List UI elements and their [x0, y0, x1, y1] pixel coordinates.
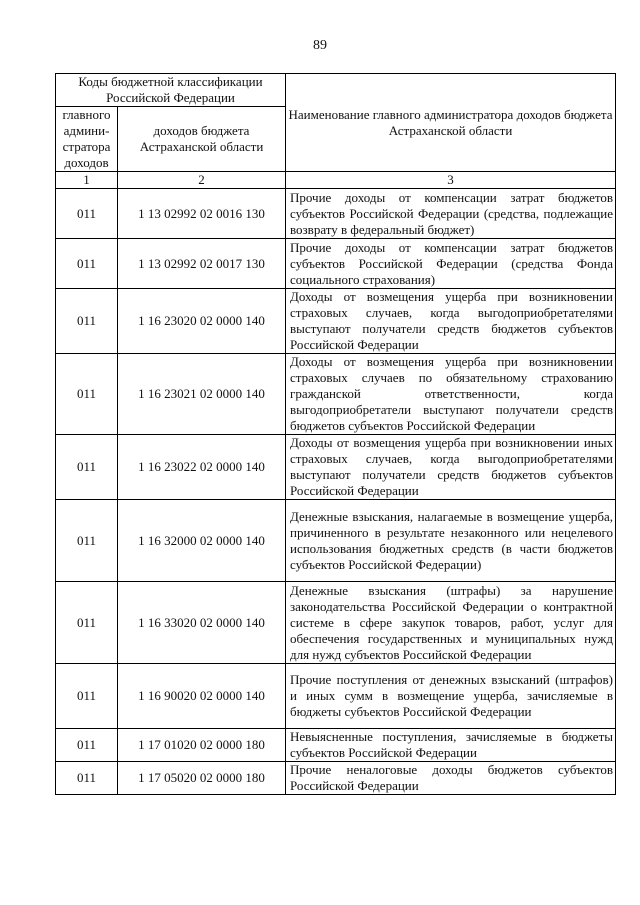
table-row — [56, 762, 616, 795]
budget-code-cell: 1 16 32000 02 0000 140 — [118, 500, 286, 582]
revenue-name-cell: Прочие поступления от денежных взысканий (штрафов) и иных сумм в возмещение ущерба, зачисляемые в бюджеты субъектов Российской Федерации — [286, 664, 616, 729]
budget-code-cell: 1 17 01020 02 0000 180 — [118, 729, 286, 762]
header-admin-column: главного админи-стратора доходов — [56, 107, 118, 172]
table-row — [56, 582, 616, 664]
table-row — [56, 664, 616, 729]
revenue-name-cell: Прочие доходы от компенсации затрат бюджетов субъектов Российской Федерации (средства, подлежащие возврату в федеральный бюджет) — [286, 189, 616, 239]
admin-code-cell: 011 — [56, 729, 118, 762]
revenue-name-cell: Невыясненные поступления, зачисляемые в бюджеты субъектов Российской Федерации — [286, 729, 616, 762]
revenue-name-cell: Денежные взыскания, налагаемые в возмещение ущерба, причиненного в результате незаконного или нецелевого использования бюджетных средств (в части бюджетов субъектов Российской Федерации) — [286, 500, 616, 582]
column-number-3: 3 — [286, 172, 616, 189]
budget-code-cell: 1 16 23022 02 0000 140 — [118, 435, 286, 500]
column-number-2: 2 — [118, 172, 286, 189]
admin-code-cell: 011 — [56, 664, 118, 729]
table-row — [56, 500, 616, 582]
admin-code-cell: 011 — [56, 354, 118, 435]
budget-code-cell: 1 16 23020 02 0000 140 — [118, 289, 286, 354]
header-income-column: доходов бюджета Астраханской области — [118, 107, 286, 172]
admin-code-cell: 011 — [56, 762, 118, 795]
column-number-1: 1 — [56, 172, 118, 189]
table-row — [56, 289, 616, 354]
table-row — [56, 729, 616, 762]
header-name-column: Наименование главного администратора доходов бюджета Астраханской области — [286, 74, 616, 172]
admin-code-cell: 011 — [56, 435, 118, 500]
revenue-name-cell: Доходы от возмещения ущерба при возникновении страховых случаев по обязательному страхованию гражданской ответственности, когда выгодоприобретатели выступают получатели средств бюджетов субъектов Российской Федерации — [286, 354, 616, 435]
revenue-name-cell: Доходы от возмещения ущерба при возникновении иных страховых случаев, когда выгодоприобретателями выступают получатели средств бюджетов субъектов Российской Федерации — [286, 435, 616, 500]
table-row — [56, 435, 616, 500]
admin-code-cell: 011 — [56, 289, 118, 354]
admin-code-cell: 011 — [56, 189, 118, 239]
budget-code-cell: 1 16 23021 02 0000 140 — [118, 354, 286, 435]
table-row — [56, 354, 616, 435]
budget-code-cell: 1 16 33020 02 0000 140 — [118, 582, 286, 664]
budget-code-cell: 1 17 05020 02 0000 180 — [118, 762, 286, 795]
table-row — [56, 189, 616, 239]
header-group-title: Коды бюджетной классификации Российской Федерации — [56, 74, 286, 107]
revenue-name-cell: Прочие неналоговые доходы бюджетов субъектов Российской Федерации — [286, 762, 616, 795]
revenue-name-cell: Денежные взыскания (штрафы) за нарушение законодательства Российской Федерации о контрактной системе в сфере закупок товаров, работ, услуг для обеспечения государственных и муниципальных нужд для нужд субъектов Российской Федерации — [286, 582, 616, 664]
admin-code-cell: 011 — [56, 582, 118, 664]
budget-code-cell: 1 13 02992 02 0017 130 — [118, 239, 286, 289]
budget-code-cell: 1 13 02992 02 0016 130 — [118, 189, 286, 239]
admin-code-cell: 011 — [56, 500, 118, 582]
header-row-group — [56, 74, 616, 107]
admin-code-cell: 011 — [56, 239, 118, 289]
table-row — [56, 239, 616, 289]
revenue-name-cell: Доходы от возмещения ущерба при возникновении страховых случаев, когда выгодоприобретателями выступают получатели средств бюджетов субъектов Российской Федерации — [286, 289, 616, 354]
revenue-name-cell: Прочие доходы от компенсации затрат бюджетов субъектов Российской Федерации (средства Фонда социального страхования) — [286, 239, 616, 289]
budget-code-cell: 1 16 90020 02 0000 140 — [118, 664, 286, 729]
header-row-numbers — [56, 172, 616, 189]
page-number: 89 — [313, 38, 327, 53]
budget-classification-table — [55, 73, 616, 795]
